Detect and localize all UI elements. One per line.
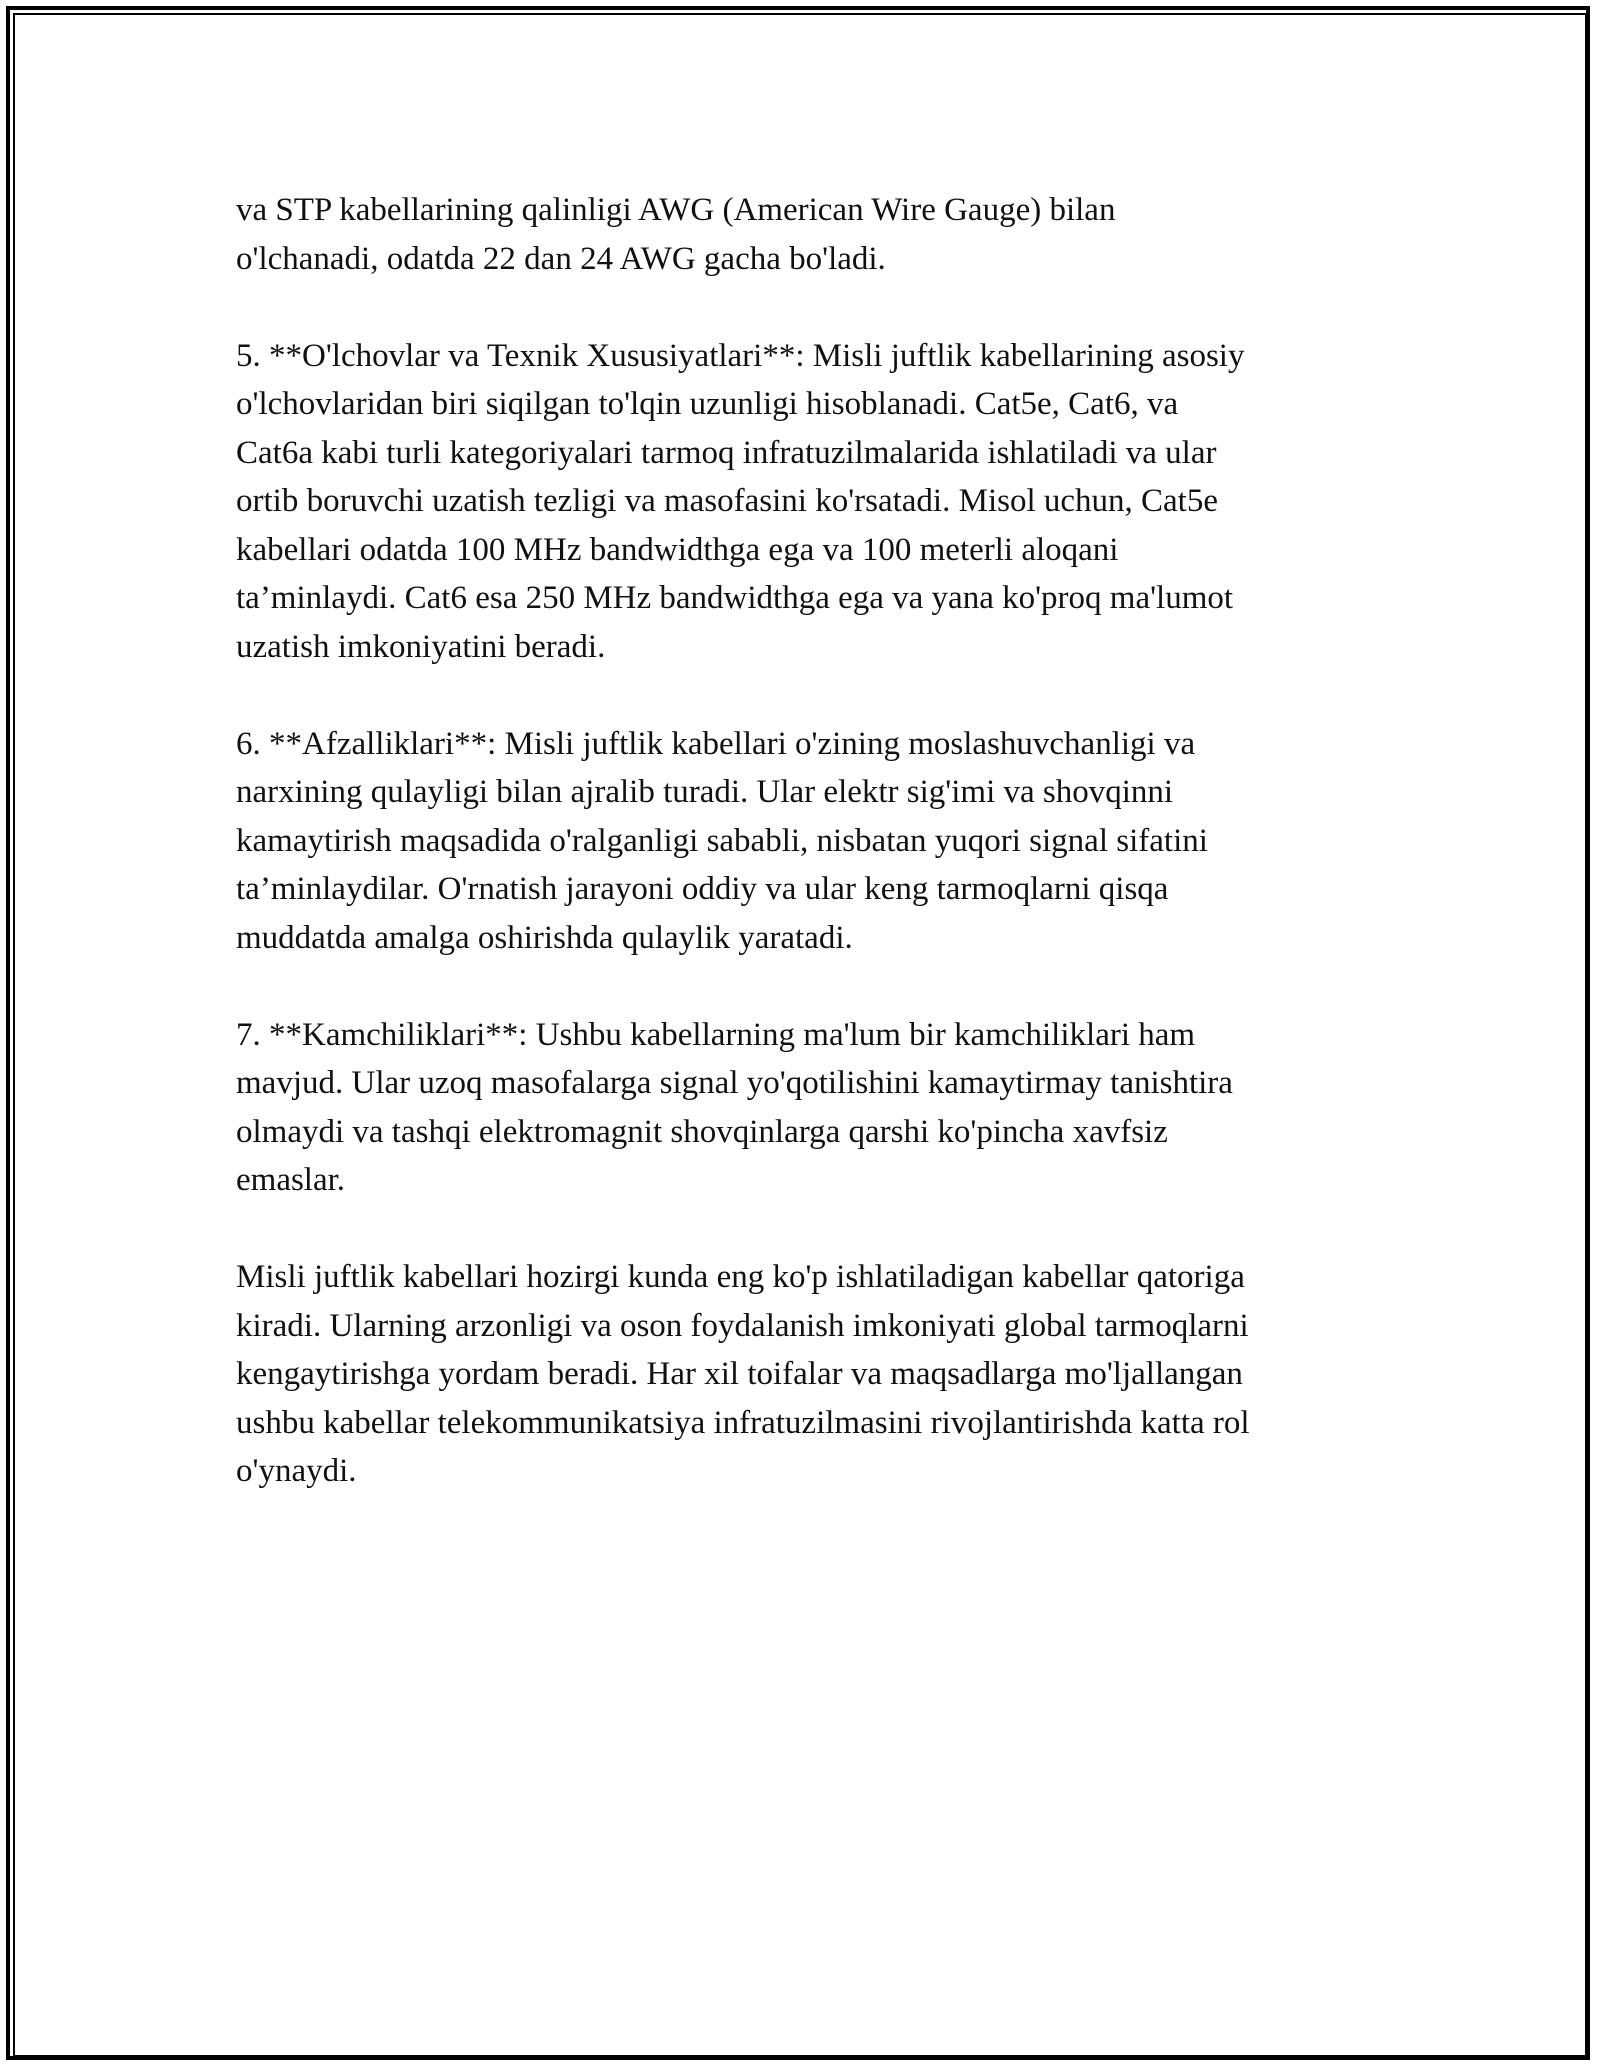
paragraph-conclusion: Misli juftlik kabellari hozirgi kunda eng ko'p ishlatiladigan kabellar qatoriga kiradi. Ularning arzonligi va oson foydalanish imkoniyati global tarmoqlarni kengaytirishga yordam beradi. Har xil toifalar va maqsadlarga mo'ljallangan ushbu kabellar telekommunikatsiya infratuzilmasini rivojlantirishda katta rol o'ynaydi. bbox=[236, 1259, 1250, 1489]
paragraph-disadvantages: 7. **Kamchiliklari**: Ushbu kabellarning ma'lum bir kamchiliklari ham mavjud. Ular uzoq masofalarga signal yo'qotilishini kamaytirmay tanishtira olmaydi va tashqi elektromagnit shovqinlarga qarshi ko'pincha xavfsiz emaslar. bbox=[236, 1016, 1233, 1198]
paragraph-awg-continuation: va STP kabellarining qalinligi AWG (American Wire Gauge) bilan o'lchanadi, odatda 22 dan 24 AWG gacha bo'ladi. bbox=[236, 192, 1116, 277]
document-body bbox=[236, 186, 1376, 1544]
paragraph-advantages: 6. **Afzalliklari**: Misli juftlik kabellari o'zining moslashuvchanligi va narxining qulayligi bilan ajralib turadi. Ular elektr sig'imi va shovqinni kamaytirish maqsadida o'ralganligi sababli, nisbatan yuqori signal sifatini ta’minlaydilar. O'rnatish jarayoni oddiy va ular keng tarmoqlarni qisqa muddatda amalga oshirishda qulaylik yaratadi. bbox=[236, 725, 1208, 956]
paragraph-measurements: 5. **O'lchovlar va Texnik Xususiyatlari**: Misli juftlik kabellarining asosiy o'lchovlaridan biri siqilgan to'lqin uzunligi hisoblanadi. Cat5e, Cat6, va Cat6a kabi turli kategoriyalari tarmoq infratuzilmalarida ishlatiladi va ular ortib boruvchi uzatish tezligi va masofasini ko'rsatadi. Misol uchun, Cat5e kabellari odatda 100 MHz bandwidthga ega va 100 meterli aloqani ta’minlaydi. Cat6 esa 250 MHz bandwidthga ega va yana ko'proq ma'lumot uzatish imkoniyatini beradi. bbox=[236, 337, 1245, 665]
